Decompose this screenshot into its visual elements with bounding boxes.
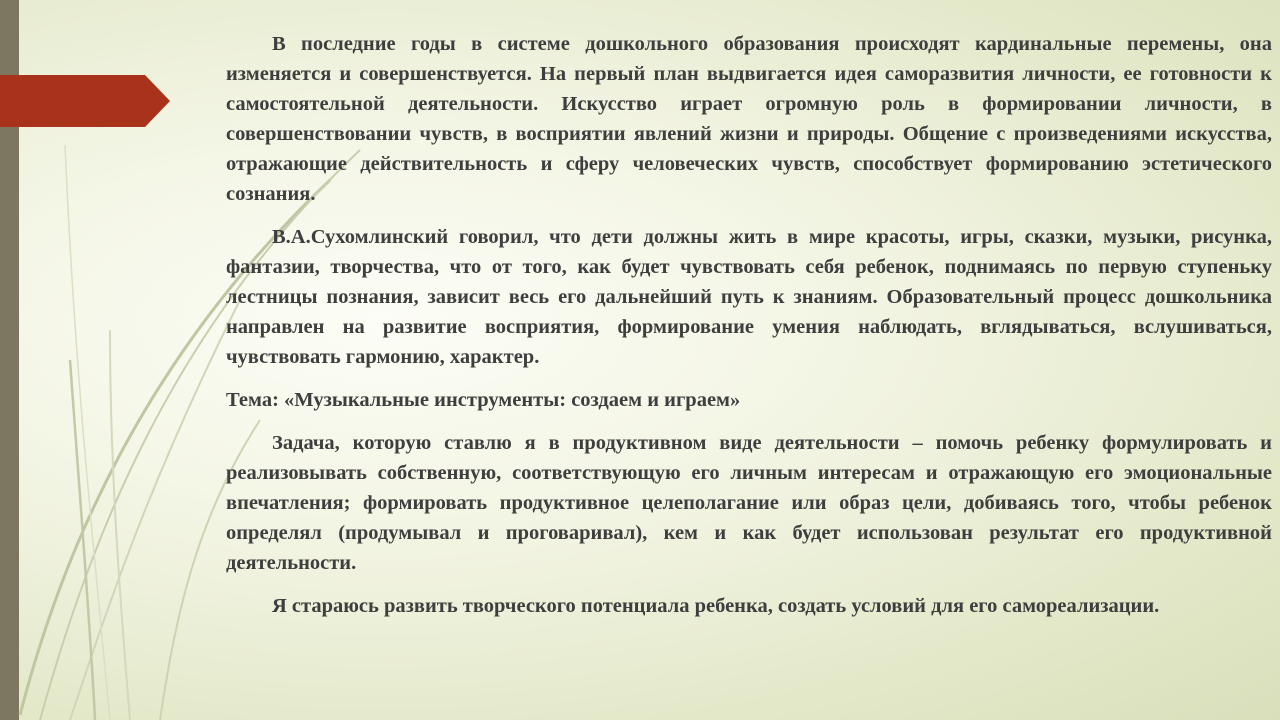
slide-text-body bbox=[226, 29, 1272, 634]
accent-arrow-tab bbox=[0, 75, 170, 127]
paragraph-task: Задача, которую ставлю я в продуктивном виде деятельности – помочь ребенку формулировать и реализовывать собственную, соответствующую его личным интересам и отражающую его эмоциональные впечатления; формировать продуктивное целеполагание или образ цели, добиваясь того, чтобы ребенок определял (продумывал и проговаривал), кем и как будет использован результат его продуктивной деятельности. bbox=[226, 432, 1272, 574]
paragraph-creative-potential: Я стараюсь развить творческого потенциала ребенка, создать условий для его самореализации. bbox=[272, 595, 1160, 617]
topic-heading: Тема: «Музыкальные инструменты: создаем и играем» bbox=[226, 389, 741, 411]
paragraph-education-changes: В последние годы в системе дошкольного образования происходят кардинальные перемены, она изменяется и совершенствуется. На первый план выдвигается идея саморазвития личности, ее готовности к самостоятельной деятельности. Искусство играет огромную роль в формировании личности, в совершенствовании чувств, в восприятии явлений жизни и природы. Общение с произведениями искусства, отражающие действительность и сферу человеческих чувств, способствует формированию эстетического сознания. bbox=[226, 33, 1272, 205]
paragraph-sukhomlinsky-quote: В.А.Сухомлинский говорил, что дети должны жить в мире красоты, игры, сказки, музыки, рисунка, фантазии, творчества, что от того, как будет чувствовать себя ребенок, поднимаясь по первую ступеньку лестницы познания, зависит весь его дальнейший путь к знаниям. Образовательный процесс дошкольника направлен на развитие восприятия, формирование умения наблюдать, вглядываться, вслушиваться, чувствовать гармонию, характер. bbox=[226, 226, 1272, 368]
